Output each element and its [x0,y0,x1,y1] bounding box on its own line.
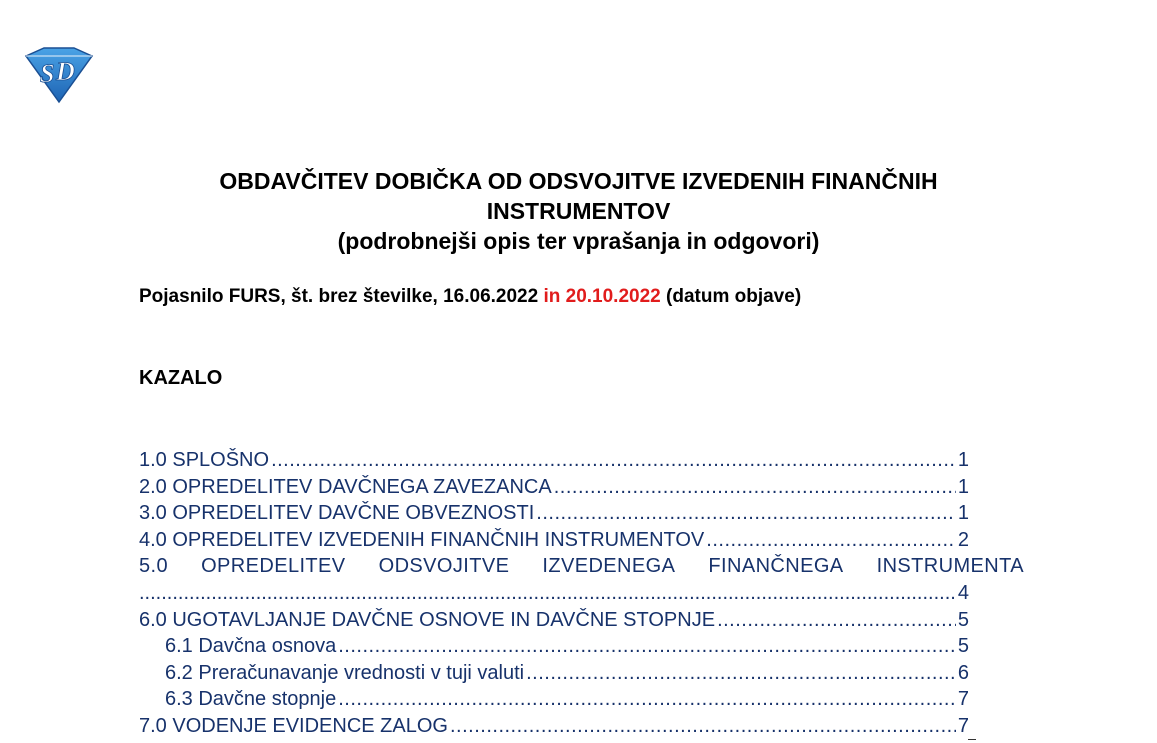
toc-entry-page: 1 [957,475,969,498]
title-line-3: (podrobnejši opis ter vprašanja in odgovori) [337,228,820,254]
toc-entry-word: ODSVOJITVE [378,555,510,578]
toc-heading: KAZALO [139,367,223,389]
toc-entry-6[interactable] [139,607,969,634]
toc-entry-4[interactable] [139,527,969,554]
toc-entry-label: 6.1 Davčna osnova [165,635,337,658]
page-edge-mark [968,739,976,740]
toc-leader-dots [717,607,956,634]
toc-leader-dots [536,500,956,527]
toc-entry-label [139,553,1024,580]
source-prefix: Pojasnilo FURS, št. brez številke, 16.06.2022 [139,286,539,307]
toc-entry-1[interactable] [139,447,969,474]
toc-leader-dots [706,527,956,554]
toc-entry-word: INSTRUMENTA [876,555,1024,578]
toc-leader-dots [526,660,956,687]
document-title [0,166,1157,256]
toc-entry-continuation [139,580,969,607]
toc-entry-label: 6.3 Davčne stopnje [165,688,337,711]
toc-leader-dots [338,686,956,713]
toc-entry-word: FINANČNEGA [708,555,844,578]
sd-diamond-logo-icon [22,46,96,104]
toc-entry-label: 3.0 OPREDELITEV DAVČNE OBVEZNOSTI [139,502,535,525]
title-line-2: INSTRUMENTOV [486,198,671,224]
toc-leader-dots [450,713,956,740]
svg-text:D: D [56,57,75,86]
toc-entry-page: 5 [957,608,969,631]
toc-entry-5[interactable] [139,553,1024,606]
toc-entry-word: 5.0 [139,555,169,578]
toc-entry-page: 7 [957,714,969,737]
toc-leader-dots [139,580,956,607]
toc-leader-dots [554,474,956,501]
toc-entry-word: IZVEDENEGA [542,555,676,578]
toc-entry-6-3[interactable] [139,686,969,713]
toc-entry-6-1[interactable] [139,633,969,660]
source-reference [139,286,801,308]
toc-entry-6-2[interactable] [139,660,969,687]
toc-entry-3[interactable] [139,500,969,527]
svg-text:S: S [40,59,55,88]
toc-entry-page: 4 [957,581,969,604]
toc-entry-label: 6.0 UGOTAVLJANJE DAVČNE OSNOVE IN DAVČNE STOPNJE [139,608,716,631]
toc-entry-page: 7 [957,688,969,711]
toc-entry-page: 6 [957,661,969,684]
toc-entry-page: 5 [957,635,969,658]
toc-entry-word: OPREDELITEV [201,555,346,578]
toc-entry-2[interactable] [139,474,969,501]
source-suffix: (datum objave) [666,286,802,307]
logo-graphic [22,46,96,104]
toc-entry-7[interactable] [139,713,969,740]
table-of-contents [139,447,1024,740]
toc-entry-label: 1.0 SPLOŠNO [139,449,270,471]
toc-entry-label: 2.0 OPREDELITEV DAVČNEGA ZAVEZANCA [139,475,552,498]
toc-entry-label: 6.2 Preračunavanje vrednosti v tuji valuti [165,661,525,684]
toc-leader-dots [271,447,956,474]
toc-entry-page: 1 [957,502,969,525]
title-line-1: OBDAVČITEV DOBIČKA OD ODSVOJITVE IZVEDENIH FINANČNIH [219,168,938,194]
toc-leader-dots [338,633,956,660]
toc-entry-page: 1 [957,449,969,471]
toc-entry-page: 2 [957,528,969,551]
toc-entry-label: 7.0 VODENJE EVIDENCE ZALOG [139,714,448,737]
toc-entry-label: 4.0 OPREDELITEV IZVEDENIH FINANČNIH INSTRUMENTOV [139,528,705,551]
source-highlight-date: in 20.10.2022 [543,286,661,307]
